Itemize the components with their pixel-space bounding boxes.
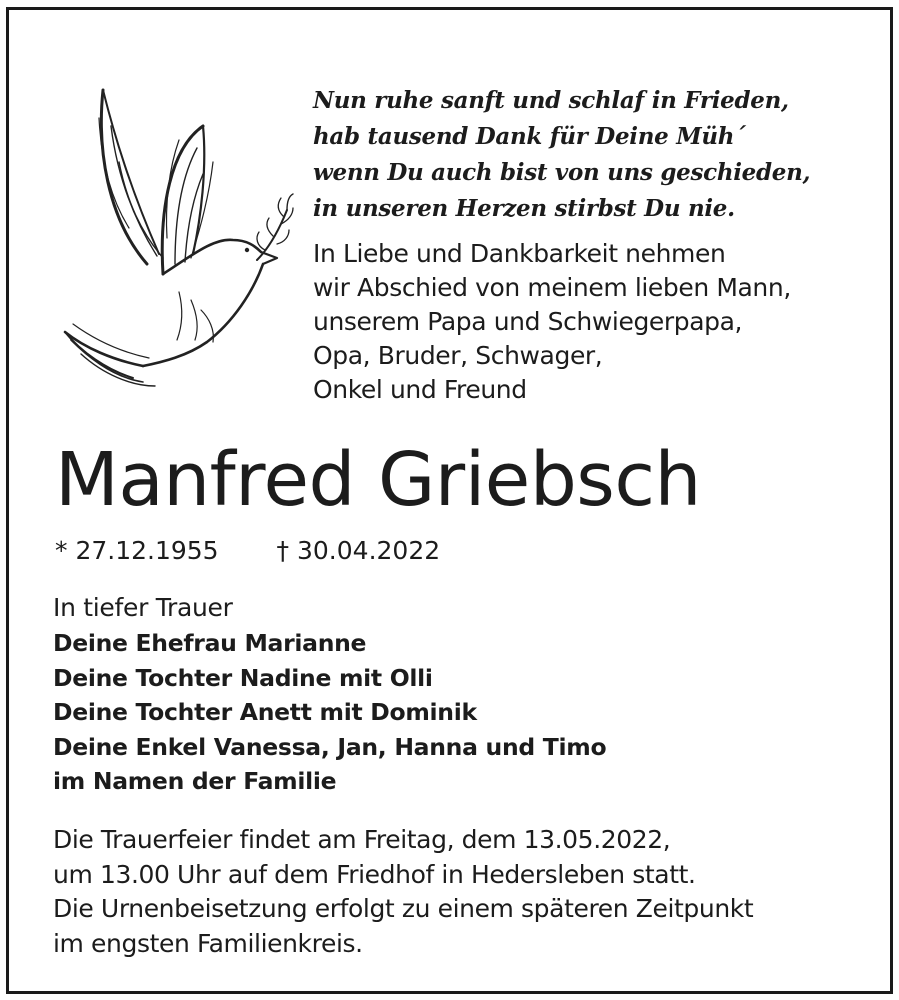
ceremony-line: Die Urnenbeisetzung erfolgt zu einem späteren Zeitpunkt [53,894,754,923]
mourner-entry: Deine Tochter Nadine mit Olli [53,663,433,692]
farewell-line: Opa, Bruder, Schwager, [313,341,603,370]
mourner-entry: Deine Ehefrau Marianne [53,629,367,657]
farewell-line: In Liebe und Dankbarkeit nehmen [313,239,726,268]
mourning-intro: In tiefer Trauer [53,593,233,622]
verse-line: hab tausend Dank für Deine Müh´ [313,123,746,150]
verse-line: in unseren Herzen stirbst Du nie. [313,195,735,222]
mourner-entry: im Namen der Familie [53,767,337,795]
farewell-line: unserem Papa und Schwiegerpapa, [313,307,743,336]
mourner-entry: Deine Enkel Vanessa, Jan, Hanna und Timo [53,732,607,761]
verse-line: wenn Du auch bist von uns geschieden, [313,159,811,186]
farewell-text [313,237,791,407]
mourner-entry: Deine Tochter Anett mit Dominik [53,698,477,726]
ceremony-line: im engsten Familienkreis. [53,928,363,958]
ceremony-line: um 13.00 Uhr auf dem Friedhof in Hedersleben statt. [53,859,696,889]
farewell-line: wir Abschied von meinem lieben Mann, [313,273,791,302]
verse-line: Nun ruhe sanft und schlaf in Frieden, [313,87,789,114]
birth-date: * 27.12.1955 [55,536,219,565]
obituary-notice [6,7,893,994]
dove-with-olive-branch-icon [51,78,296,390]
death-date: † 30.04.2022 [276,536,441,565]
life-dates [55,534,440,568]
memorial-verse [313,83,810,227]
mourners-list [53,626,606,799]
farewell-line: Onkel und Freund [313,375,527,404]
ceremony-line: Die Trauerfeier findet am Freitag, dem 13.05.2022, [53,825,671,854]
deceased-name: Manfred Griebsch [55,437,701,523]
ceremony-details [53,823,753,961]
